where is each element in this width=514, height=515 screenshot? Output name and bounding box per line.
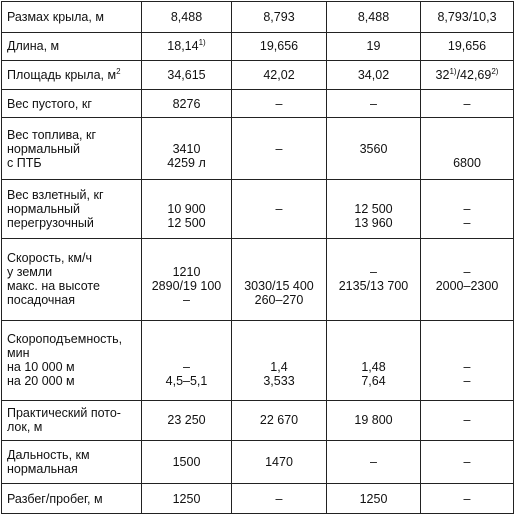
table-cell: 10 900 12 500 [142, 179, 232, 238]
table-row [2, 118, 514, 179]
table-cell: 34,615 [142, 61, 232, 90]
table-cell: 1250 [327, 484, 421, 514]
table-cell: – [421, 400, 514, 441]
table-cell: 3410 4259 л [142, 118, 232, 179]
row-label: Вес топлива, кг нормальный с ПТБ [2, 118, 142, 179]
table-cell: 1,48 7,64 [327, 320, 421, 400]
table-cell: 12 500 13 960 [327, 179, 421, 238]
table-cell: 18,14$^{1)}$ [142, 32, 232, 61]
table-cell: – – [421, 320, 514, 400]
table-row [2, 2, 514, 33]
row-label: Дальность, км нормальная [2, 441, 142, 484]
footnote-mark: 2) [491, 67, 499, 77]
table-cell: – [232, 89, 327, 118]
row-label: Длина, м [2, 32, 142, 61]
table-cell: 8,488 [327, 2, 421, 33]
table-row [2, 179, 514, 238]
table-row [2, 320, 514, 400]
table-cell: 8,793 [232, 2, 327, 33]
table-row [2, 32, 514, 61]
table-cell: – [421, 441, 514, 484]
specs-table [1, 1, 514, 514]
table-cell: 3560 [327, 118, 421, 179]
table-cell: 34,02 [327, 61, 421, 90]
table-cell: 1250 [142, 484, 232, 514]
table-cell: – [232, 484, 327, 514]
table-cell: – 4,5–5,1 [142, 320, 232, 400]
table-cell: 22 670 [232, 400, 327, 441]
table-cell: 3030/15 400 260–270 [232, 239, 327, 321]
table-cell: 1470 [232, 441, 327, 484]
table-cell: – [327, 89, 421, 118]
footnote-mark: 1) [198, 38, 206, 48]
table-row [2, 239, 514, 321]
table-cell: 23 250 [142, 400, 232, 441]
table-cell: – [327, 441, 421, 484]
table-cell: 42,02 [232, 61, 327, 90]
row-label: Практический пото- лок, м [2, 400, 142, 441]
table-cell: – [421, 484, 514, 514]
table-row [2, 61, 514, 90]
table-cell: – 2000–2300 [421, 239, 514, 321]
table-row [2, 400, 514, 441]
table-cell: 6800 [421, 118, 514, 179]
table-row [2, 484, 514, 514]
table-cell: 8,793/10,3 [421, 2, 514, 33]
row-label: Скорость, км/ч у земли макс. на высоте посадочная [2, 239, 142, 321]
table-cell: – [232, 179, 327, 238]
row-label: Размах крыла, м [2, 2, 142, 33]
table-cell: – – [421, 179, 514, 238]
footnote-mark: 2 [116, 67, 121, 77]
table-cell: – [232, 118, 327, 179]
row-label: Разбег/пробег, м [2, 484, 142, 514]
table-cell: – [421, 89, 514, 118]
footnote-mark: 1) [449, 67, 457, 77]
table-cell: – 2135/13 700 [327, 239, 421, 321]
table-cell: 19 [327, 32, 421, 61]
table-row [2, 441, 514, 484]
row-label: Вес взлетный, кг нормальный перегрузочный [2, 179, 142, 238]
table-cell: 1,4 3,533 [232, 320, 327, 400]
row-label: Вес пустого, кг [2, 89, 142, 118]
table-cell: 8276 [142, 89, 232, 118]
table-cell: 8,488 [142, 2, 232, 33]
table-row [2, 89, 514, 118]
table-cell: 19,656 [232, 32, 327, 61]
table-cell: 1210 2890/19 100 – [142, 239, 232, 321]
table-cell: 1500 [142, 441, 232, 484]
table-cell: 32$^{1)}$/42,69$^{2)}$ [421, 61, 514, 90]
table-cell: 19,656 [421, 32, 514, 61]
table-cell: 19 800 [327, 400, 421, 441]
row-label: Площадь крыла, $м^2$ [2, 61, 142, 90]
row-label: Скороподъемность, мин на 10 000 м на 20 000 м [2, 320, 142, 400]
